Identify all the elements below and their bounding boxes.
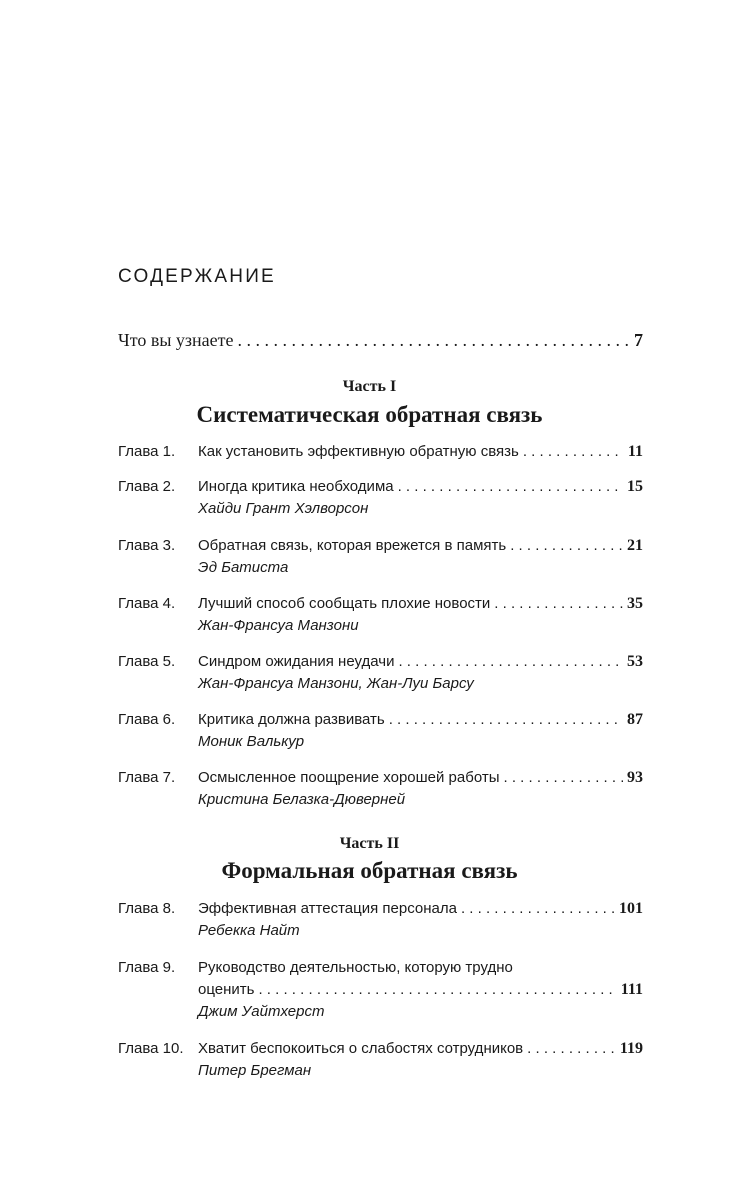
toc-entry-chapter-5[interactable] xyxy=(118,651,643,695)
chapter-title: Критика должна развивать xyxy=(198,711,385,728)
dot-leader xyxy=(398,651,623,673)
chapter-label: Глава 2. xyxy=(118,478,176,495)
chapter-label: Глава 9. xyxy=(118,959,176,976)
dot-leader xyxy=(258,979,616,1001)
toc-heading: СОДЕРЖАНИЕ xyxy=(118,266,276,287)
toc-entry-chapter-9[interactable] xyxy=(118,957,643,1023)
chapter-author: Жан-Франсуа Манзони xyxy=(198,617,359,634)
chapter-label: Глава 6. xyxy=(118,711,176,728)
part-1-title: Систематическая обратная связь xyxy=(196,402,543,427)
dot-leader xyxy=(523,441,624,463)
dot-leader xyxy=(389,709,623,731)
chapter-title: Обратная связь, которая врежется в память xyxy=(198,537,507,554)
chapter-author: Питер Брегман xyxy=(198,1062,312,1079)
chapter-page-number: 21 xyxy=(627,537,643,554)
toc-entry-chapter-2[interactable] xyxy=(118,476,643,520)
chapter-page-number: 119 xyxy=(619,1040,643,1057)
chapter-title: Руководство деятельностью, которую трудно xyxy=(198,959,513,976)
part-2-label: Часть II xyxy=(339,835,400,852)
part-2-title: Формальная обратная связь xyxy=(221,858,518,883)
chapter-author: Ребекка Найт xyxy=(198,922,300,939)
chapter-page-number: 93 xyxy=(627,769,643,786)
chapter-label: Глава 10. xyxy=(118,1040,184,1057)
chapter-title: Осмысленное поощрение хорошей работы xyxy=(198,769,500,786)
chapter-title-continuation: оценить xyxy=(198,981,255,998)
chapter-page-number: 15 xyxy=(627,478,643,495)
toc-entry-chapter-10[interactable] xyxy=(118,1038,643,1082)
chapter-author: Джим Уайтхерст xyxy=(198,1003,325,1020)
chapter-title: Эффективная аттестация персонала xyxy=(198,900,457,917)
chapter-page-number: 111 xyxy=(620,981,643,998)
chapter-label: Глава 1. xyxy=(118,443,176,460)
chapter-author: Эд Батиста xyxy=(198,559,289,576)
dot-leader xyxy=(504,767,623,789)
chapter-page-number: 11 xyxy=(627,443,643,460)
chapter-label: Глава 5. xyxy=(118,653,176,670)
toc-entry-intro[interactable] xyxy=(118,330,643,351)
dot-leader xyxy=(398,476,623,498)
toc-entry-chapter-8[interactable] xyxy=(118,898,643,942)
dot-leader xyxy=(527,1038,616,1060)
part-1-label: Часть I xyxy=(342,378,397,395)
toc-entry-chapter-4[interactable] xyxy=(118,593,643,637)
chapter-label: Глава 7. xyxy=(118,769,176,786)
dot-leader xyxy=(238,330,631,351)
chapter-author: Кристина Белазка-Дюверней xyxy=(198,791,406,808)
chapter-label: Глава 4. xyxy=(118,595,176,612)
chapter-author: Моник Валькур xyxy=(198,733,305,750)
chapter-page-number: 53 xyxy=(627,653,643,670)
chapter-title: Синдром ожидания неудачи xyxy=(198,653,395,670)
chapter-label: Глава 8. xyxy=(118,900,176,917)
chapter-title: Хватит беспокоиться о слабостях сотрудников xyxy=(198,1040,524,1057)
chapter-title: Иногда критика необходима xyxy=(198,478,394,495)
toc-entry-chapter-3[interactable] xyxy=(118,535,643,579)
chapter-page-number: 101 xyxy=(619,900,643,917)
dot-leader xyxy=(461,898,615,920)
chapter-page-number: 87 xyxy=(627,711,643,728)
dot-leader xyxy=(494,593,623,615)
intro-title: Что вы узнаете xyxy=(118,330,234,350)
toc-entry-chapter-7[interactable] xyxy=(118,767,643,811)
chapter-title: Как установить эффективную обратную связь xyxy=(198,443,519,460)
chapter-title: Лучший способ сообщать плохие новости xyxy=(198,595,491,612)
dot-leader xyxy=(510,535,623,557)
chapter-author: Хайди Грант Хэлворсон xyxy=(198,500,369,517)
chapter-author: Жан-Франсуа Манзони, Жан-Луи Барсу xyxy=(198,675,474,692)
intro-page-number: 7 xyxy=(634,330,643,350)
toc-entry-chapter-6[interactable] xyxy=(118,709,643,753)
chapter-label: Глава 3. xyxy=(118,537,176,554)
chapter-page-number: 35 xyxy=(627,595,643,612)
toc-entry-chapter-1[interactable] xyxy=(118,441,643,463)
